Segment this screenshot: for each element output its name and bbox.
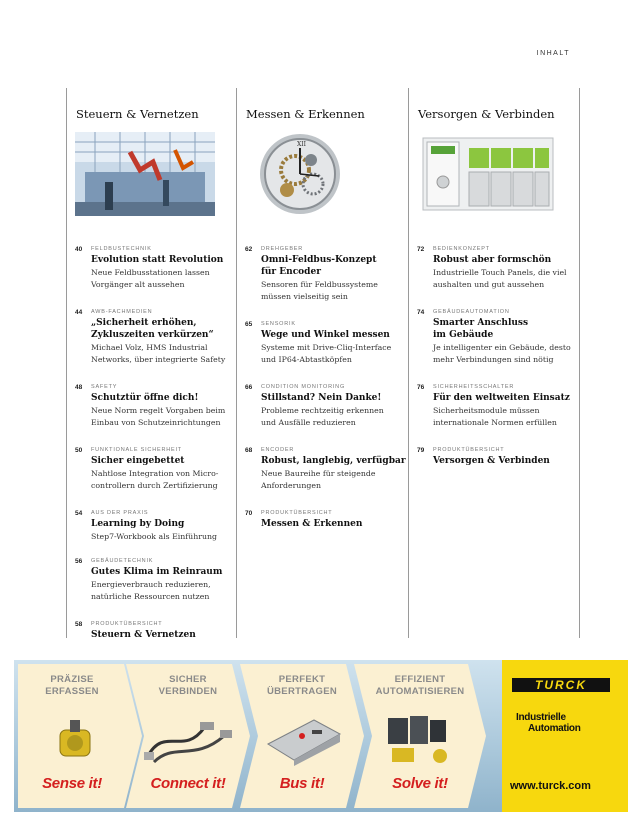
entry-headline[interactable]: Robust, langlebig, verfügbar <box>261 456 406 466</box>
page-number: 56 <box>75 558 83 565</box>
page-number: 70 <box>245 510 253 517</box>
entry-headline[interactable]: Omni-Feldbus-Konzept für Encoder <box>261 255 377 277</box>
panel-slogan: Solve it! <box>392 775 448 792</box>
page-number: 66 <box>245 384 253 391</box>
page-number: 76 <box>417 384 425 391</box>
entry-kicker: AUS DER PRAXIS <box>91 510 149 516</box>
entry-headline[interactable]: Learning by Doing <box>91 519 185 529</box>
entry-description: Industrielle Touch Panels, die viel aushalten und gut aussehen <box>433 268 567 289</box>
entry-headline[interactable]: Sicher eingebettet <box>91 456 185 466</box>
column-messen-erkennen <box>236 88 408 638</box>
entry-description: Michael Volz, HMS Industrial Networks, über integrierte Safety <box>91 343 226 364</box>
inductive-sensor-icon <box>56 718 96 762</box>
entry-description: Sicherheitsmodule müssen internationale Normen erfüllen <box>433 406 557 427</box>
panel-slogan: Sense it! <box>42 775 102 792</box>
panel-title: SICHER VERBINDEN <box>158 674 218 697</box>
entry-description: Probleme rechtzeitig erkennen und Ausfälle reduzieren <box>261 406 384 427</box>
column-title: Versorgen & Verbinden <box>418 107 555 121</box>
turck-ad-banner[interactable] <box>14 660 628 812</box>
panel-title: EFFIZIENT AUTOMATISIEREN <box>375 674 465 697</box>
turck-brand-box <box>502 660 628 812</box>
entry-kicker: PRODUKTÜBERSICHT <box>261 510 333 516</box>
ad-panel-solve <box>350 660 482 812</box>
page-number: 54 <box>75 510 83 517</box>
page-number: 50 <box>75 447 83 454</box>
entry-headline[interactable]: Gutes Klima im Reinraum <box>91 567 223 577</box>
entry-description: Sensoren für Feldbussysteme müssen vielseitig sein <box>261 280 378 301</box>
ad-panel-bus <box>236 660 360 812</box>
entry-headline[interactable]: Wege und Winkel messen <box>261 330 390 340</box>
page-number: 58 <box>75 621 83 628</box>
ad-panel-connect <box>122 660 246 812</box>
fieldbus-module-icon <box>264 714 344 766</box>
section-label: INHALT <box>536 50 570 57</box>
entry-headline[interactable]: Schutztür öffne dich! <box>91 393 199 403</box>
entry-kicker: GEBÄUDETECHNIK <box>91 558 154 564</box>
ad-panel-sense <box>14 660 138 812</box>
entry-headline[interactable]: Steuern & Vernetzen <box>91 630 196 640</box>
page-number: 74 <box>417 309 425 316</box>
page-number: 62 <box>245 246 253 253</box>
entry-kicker: AWB-FACHMEDIEN <box>91 309 153 315</box>
turck-logo: TURCK <box>512 678 610 692</box>
page-number: 65 <box>245 321 253 328</box>
entry-description: Neue Baureihe für steigende Anforderungen <box>261 469 376 490</box>
page-number: 40 <box>75 246 83 253</box>
entry-kicker: FELDBUSTECHNIK <box>91 246 152 252</box>
entry-kicker: BEDIENKONZEPT <box>433 246 490 252</box>
column-versorgen-verbinden <box>408 88 580 638</box>
entry-headline[interactable]: Versorgen & Verbinden <box>433 456 550 466</box>
column-steuern-vernetzen <box>66 88 236 638</box>
entry-description: Neue Norm regelt Vorgaben beim Einbau von Schutzeinrichtungen <box>91 406 226 427</box>
entry-headline[interactable]: „Sicherheit erhöhen, Zykluszeiten verkürzen“ <box>91 318 214 340</box>
page-number: 72 <box>417 246 425 253</box>
page-number: 79 <box>417 447 425 454</box>
entry-kicker: PRODUKTÜBERSICHT <box>433 447 505 453</box>
entry-kicker: SAFETY <box>91 384 118 390</box>
column-title: Steuern & Vernetzen <box>76 107 199 121</box>
entry-kicker: GEBÄUDEAUTOMATION <box>433 309 510 315</box>
entry-kicker: CONDITION MONITORING <box>261 384 346 390</box>
entry-headline[interactable]: Stillstand? Nein Danke! <box>261 393 382 403</box>
brand-tagline-line2: Automation <box>528 723 581 734</box>
panel-slogan: Connect it! <box>150 775 226 792</box>
entry-headline[interactable]: Evolution statt Revolution <box>91 255 224 265</box>
cable-connectors-icon <box>144 716 234 766</box>
entry-headline[interactable]: Robust aber formschön <box>433 255 552 265</box>
power-supply-image <box>417 132 557 216</box>
entry-description: Neue Feldbusstationen lassen Vorgänger alt aussehen <box>91 268 210 289</box>
entry-headline[interactable]: Für den weltweiten Einsatz <box>433 393 570 403</box>
page-number: 68 <box>245 447 253 454</box>
entry-kicker: DREHGEBER <box>261 246 304 252</box>
panel-slogan: Bus it! <box>279 775 325 792</box>
entry-kicker: ENCODER <box>261 447 295 453</box>
brand-tagline-line1: Industrielle <box>516 712 566 723</box>
entry-description: Nahtlose Integration von Micro- controllern durch Zertifizierung <box>91 469 219 490</box>
clockwork-image <box>245 132 385 216</box>
entry-headline[interactable]: Smarter Anschluss im Gebäude <box>433 318 529 340</box>
entry-description: Systeme mit Drive-Cliq-Interface und IP64-Abtastköpfen <box>261 343 392 364</box>
entry-kicker: PRODUKTÜBERSICHT <box>91 621 163 627</box>
entry-description: Energieverbrauch reduzieren, natürliche Ressourcen nutzen <box>91 580 211 601</box>
entry-kicker: SENSORIK <box>261 321 296 327</box>
column-title: Messen & Erkennen <box>246 107 365 121</box>
page-number: 48 <box>75 384 83 391</box>
entry-kicker: FUNKTIONALE SICHERHEIT <box>91 447 182 453</box>
page-number: 44 <box>75 309 83 316</box>
automation-components-icon <box>384 712 464 768</box>
entry-headline[interactable]: Messen & Erkennen <box>261 519 363 529</box>
svg-text:XII: XII <box>297 141 307 148</box>
factory-image <box>75 132 215 216</box>
entry-description: Step7-Workbook als Einführung <box>91 532 217 541</box>
entry-description: Je intelligenter ein Gebäude, desto mehr Verbindungen sind nötig <box>433 343 571 364</box>
panel-title: PRÄZISE ERFASSEN <box>45 674 99 697</box>
brand-url-link[interactable]: www.turck.com <box>510 780 591 792</box>
entry-kicker: SICHERHEITSSCHALTER <box>433 384 515 390</box>
panel-title: PERFEKT ÜBERTRAGEN <box>266 674 338 697</box>
